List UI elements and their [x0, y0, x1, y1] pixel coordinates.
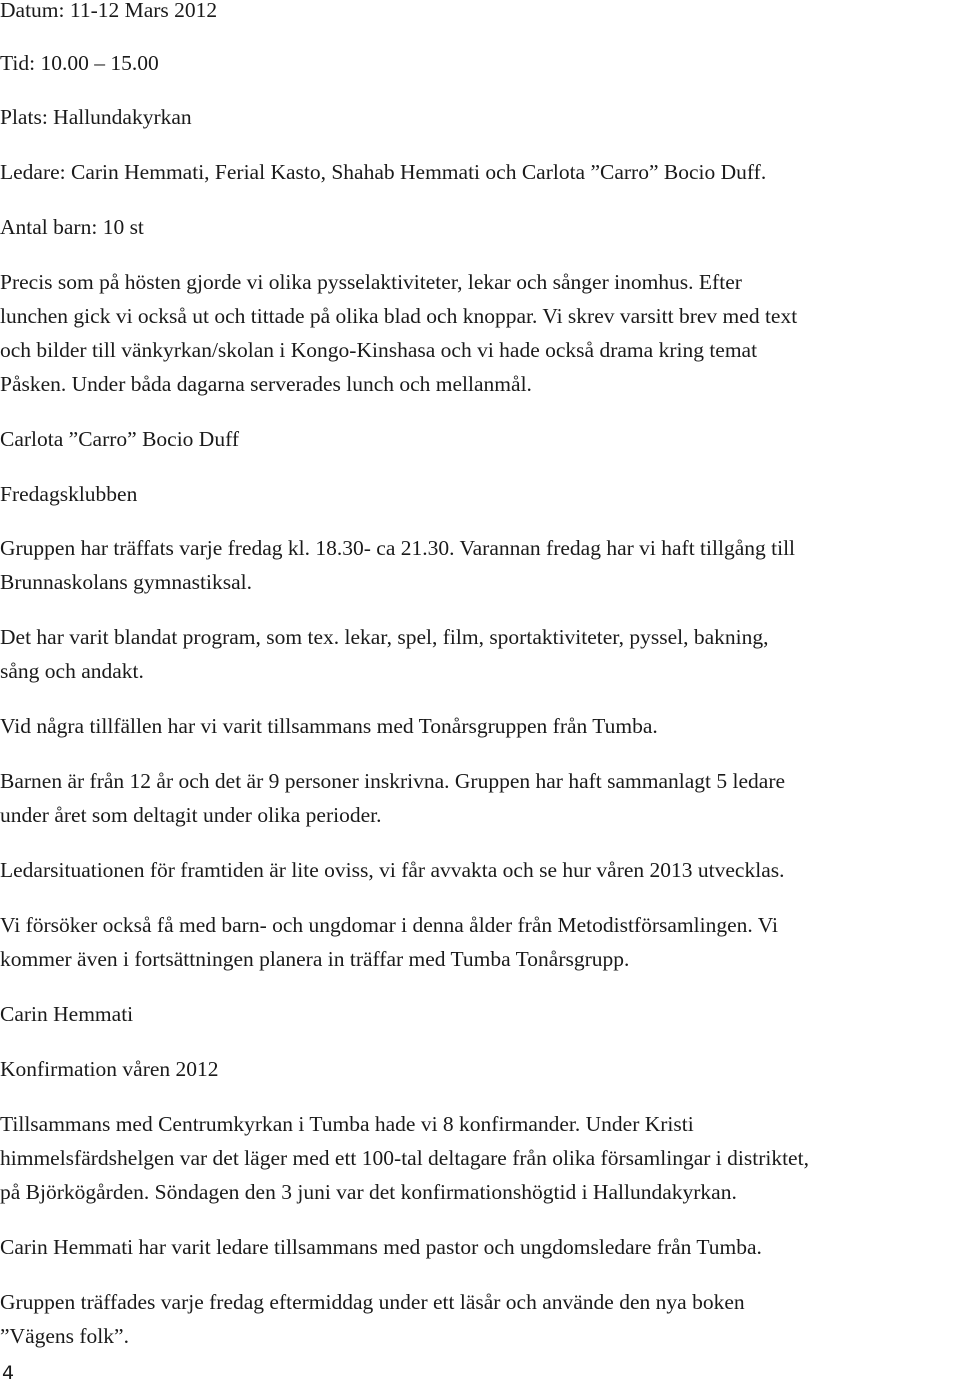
paragraph-line: Ledarsituationen för framtiden är lite oviss, vi får avvakta och se hur våren 2013 utvecklas.	[0, 858, 785, 882]
paragraph-line: Carin Hemmati har varit ledare tillsammans med pastor och ungdomsledare från Tumba.	[0, 1235, 762, 1259]
paragraph-line: lunchen gick vi också ut och tittade på olika blad och knoppar. Vi skrev varsitt brev med text	[0, 304, 798, 328]
leaders-line: Ledare: Carin Hemmati, Ferial Kasto, Shahab Hemmati och Carlota ”Carro” Bocio Duff.	[0, 160, 767, 184]
section-heading: Fredagsklubben	[0, 482, 138, 506]
paragraph-line: Precis som på hösten gjorde vi olika pysselaktiviteter, lekar och sånger inomhus. Efter	[0, 270, 742, 294]
paragraph-line: på Björkögården. Söndagen den 3 juni var det konfirmationshögtid i Hallundakyrkan.	[0, 1180, 737, 1204]
paragraph-line: Gruppen träffades varje fredag eftermiddag under ett läsår och använde den nya boken	[0, 1290, 745, 1314]
paragraph-line: Påsken. Under båda dagarna serverades lunch och mellanmål.	[0, 372, 532, 396]
paragraph-line: Det har varit blandat program, som tex. lekar, spel, film, sportaktiviteter, pyssel, bakning,	[0, 625, 769, 649]
paragraph-line: och bilder till vänkyrkan/skolan i Kongo-Kinshasa och vi hade också drama kring temat	[0, 338, 758, 362]
paragraph-line: Gruppen har träffats varje fredag kl. 18.30- ca 21.30. Varannan fredag har vi haft tillgång till	[0, 536, 796, 560]
children-count-line: Antal barn: 10 st	[0, 215, 144, 239]
date-line: Datum: 11-12 Mars 2012	[0, 0, 218, 22]
author-signature: Carin Hemmati	[0, 1002, 134, 1026]
paragraph-line: kommer även i fortsättningen planera in träffar med Tumba Tonårsgrupp.	[0, 947, 630, 971]
page-number: 4	[2, 1362, 15, 1384]
paragraph-line: himmelsfärdshelgen var det läger med ett 100-tal deltagare från olika församlingar i distriktet,	[0, 1146, 809, 1170]
paragraph-line: Vi försöker också få med barn- och ungdomar i denna ålder från Metodistförsamlingen. Vi	[0, 913, 778, 937]
paragraph-line: ”Vägens folk”.	[0, 1324, 129, 1348]
author-signature: Carlota ”Carro” Bocio Duff	[0, 427, 240, 451]
section-heading: Konfirmation våren 2012	[0, 1057, 219, 1081]
place-line: Plats: Hallundakyrkan	[0, 105, 192, 129]
time-line: Tid: 10.00 – 15.00	[0, 51, 159, 75]
paragraph-line: Tillsammans med Centrumkyrkan i Tumba hade vi 8 konfirmander. Under Kristi	[0, 1112, 694, 1136]
paragraph-line: sång och andakt.	[0, 659, 144, 683]
paragraph-line: under året som deltagit under olika perioder.	[0, 803, 382, 827]
paragraph-line: Vid några tillfällen har vi varit tillsammans med Tonårsgruppen från Tumba.	[0, 714, 658, 738]
paragraph-line: Barnen är från 12 år och det är 9 personer inskrivna. Gruppen har haft sammanlagt 5 ledare	[0, 769, 786, 793]
paragraph-line: Brunnaskolans gymnastiksal.	[0, 570, 253, 594]
